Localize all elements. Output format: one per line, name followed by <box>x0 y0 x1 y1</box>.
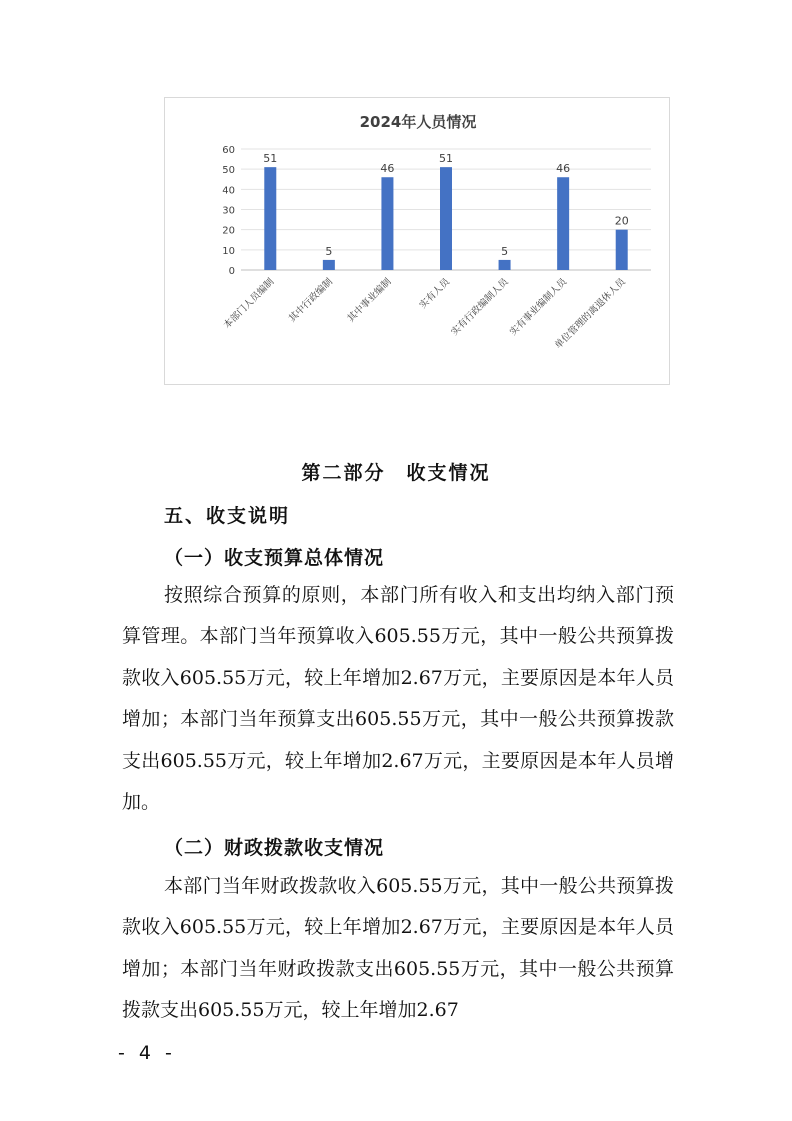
category-label: 其中事业编制 <box>345 276 394 325</box>
bar <box>499 260 511 270</box>
category-label: 单位管理的离退休人员 <box>552 276 628 352</box>
bar <box>264 167 276 270</box>
chart-category-labels <box>221 275 629 352</box>
data-label: 5 <box>501 244 509 258</box>
data-label: 20 <box>614 214 629 228</box>
paragraph-fiscal-appropriation: 本部门当年财政拨款收入605.55万元，其中一般公共预算拨款收入605.55万元，较上年增加2.67万元，主要原因是本年人员增加；本部门当年财政拨款支出605.55万元，其中一般公共预算拨款支出605.55万元，较上年增加2.67 <box>122 875 674 1022</box>
bar <box>381 177 393 270</box>
bar <box>616 230 628 270</box>
category-label: 实有事业编制人员 <box>507 276 570 338</box>
personnel-chart <box>164 97 670 385</box>
subheading-budget-overview: （一）收支预算总体情况 <box>164 547 385 569</box>
page-number: - 4 - <box>118 1042 176 1064</box>
y-tick-label: 40 <box>222 185 235 197</box>
data-label: 51 <box>263 152 278 166</box>
section-title: 第二部分 收支情况 <box>301 462 491 484</box>
bar <box>557 177 569 270</box>
data-label: 51 <box>439 152 453 166</box>
bar <box>323 260 335 270</box>
category-label: 实有人员 <box>417 276 453 312</box>
bar-chart-svg <box>165 98 671 386</box>
y-tick-label: 20 <box>222 225 235 237</box>
subheading-fiscal-appropriation: （二）财政拨款收支情况 <box>164 837 385 859</box>
data-label: 5 <box>325 244 333 258</box>
data-label: 46 <box>380 162 395 176</box>
bar <box>440 167 452 270</box>
y-tick-label: 30 <box>222 205 235 217</box>
paragraph-budget-overview: 按照综合预算的原则，本部门所有收入和支出均纳入部门预算管理。本部门当年预算收入605.55万元，其中一般公共预算拨款收入605.55万元，较上年增加2.67万元，主要原因是本年人员增加；本部门当年预算支出605.55万元，其中一般公共预算拨款支出605.55万元，较上年增加2.67万元，主要原因是本年人员增加。 <box>122 584 674 814</box>
category-label: 其中行政编制 <box>286 276 335 325</box>
y-tick-label: 0 <box>228 266 235 277</box>
chart-bars <box>264 167 627 270</box>
chart-y-axis <box>222 145 235 277</box>
heading-income-expenditure: 五、收支说明 <box>164 505 291 527</box>
y-tick-label: 60 <box>222 145 235 156</box>
y-tick-label: 50 <box>222 165 235 177</box>
category-label: 实有行政编制人员 <box>449 276 511 338</box>
category-label: 本部门人员编制 <box>221 276 277 332</box>
y-tick-label: 10 <box>222 245 235 257</box>
data-label: 46 <box>556 162 571 176</box>
chart-title: 2024年人员情况 <box>359 113 477 131</box>
